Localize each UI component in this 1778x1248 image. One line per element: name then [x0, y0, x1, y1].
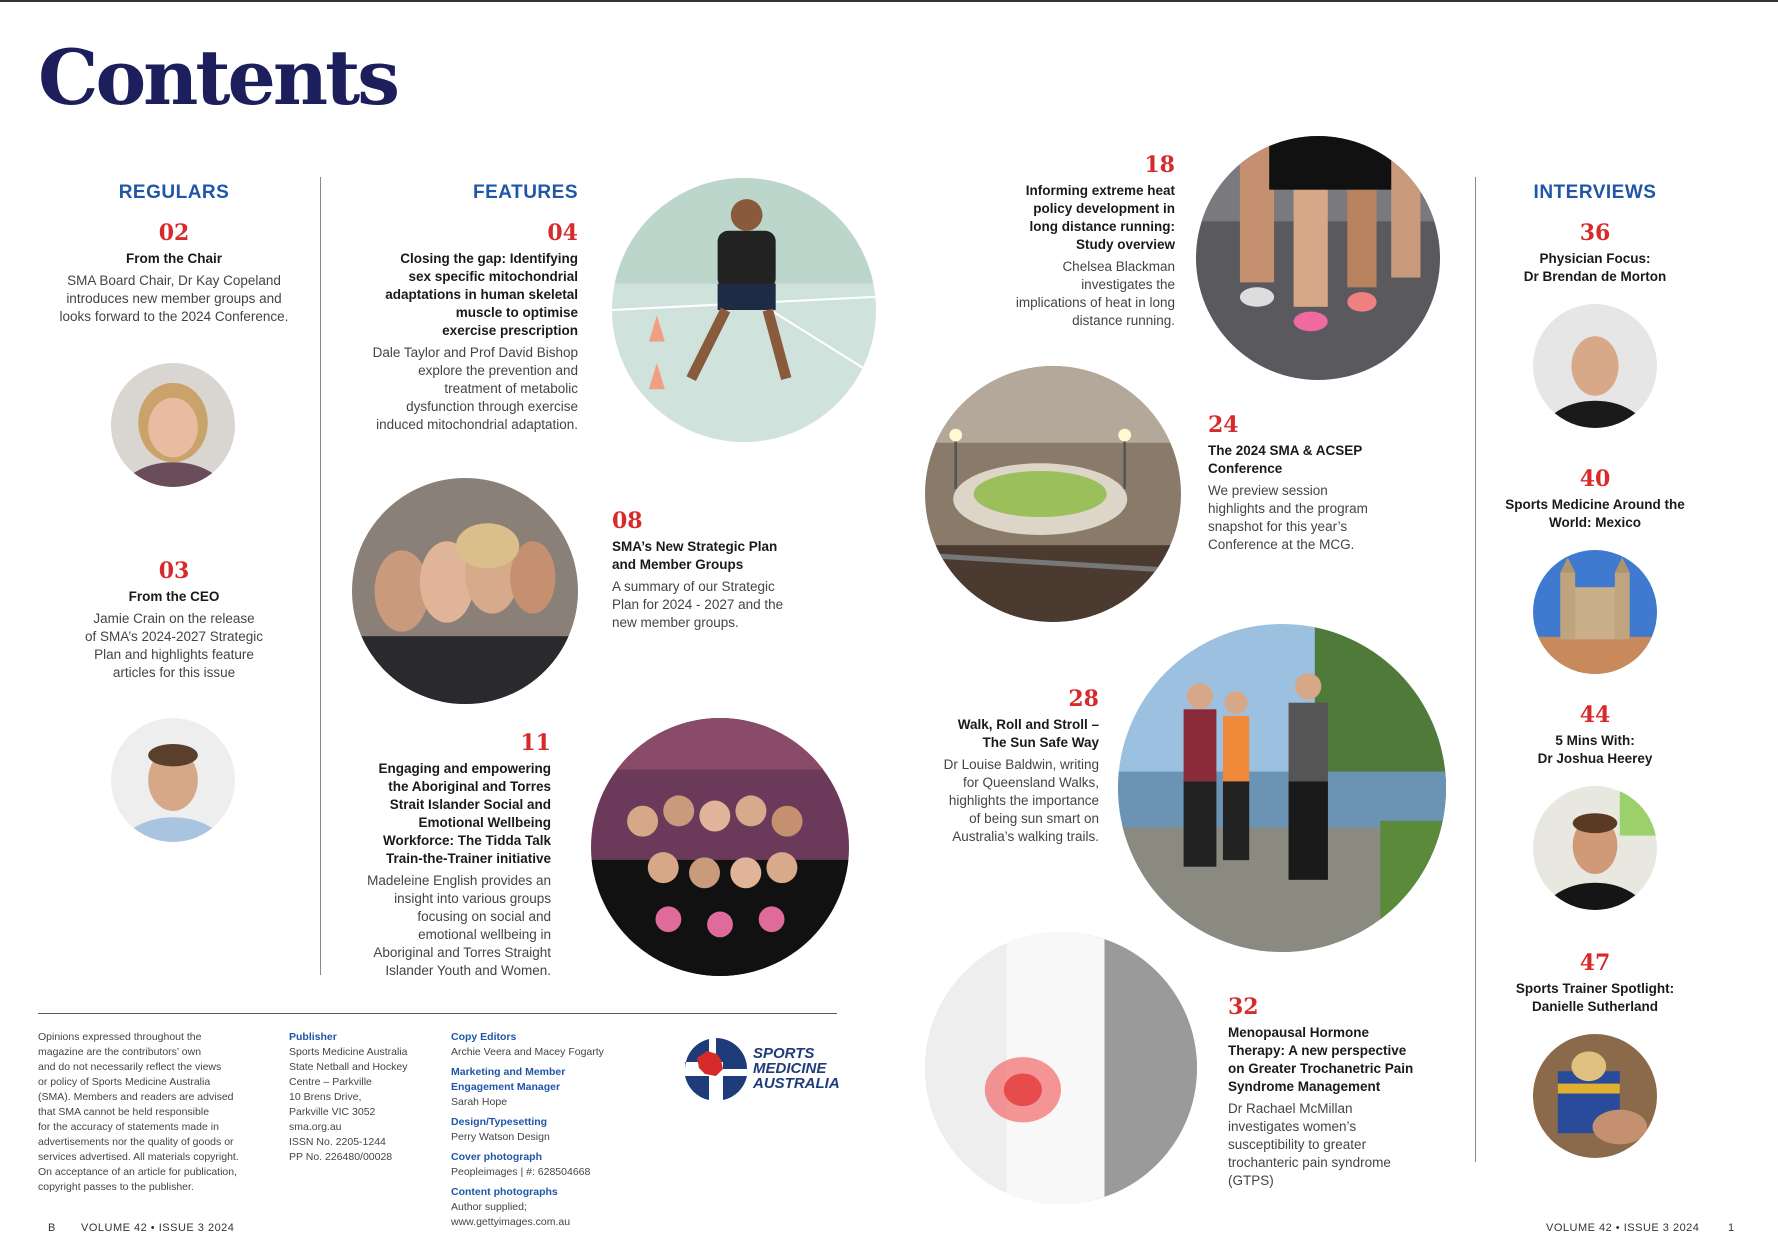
page-number: 44	[1579, 702, 1611, 728]
publisher-block: Publisher Sports Medicine Australia State Netball and Hockey Centre – Parkville 10 Brens Drive, Parkville VIC 3052 sma.org.au ISSN No. 2205-1244 PP No. 226480/00028	[289, 1030, 439, 1165]
item-title: Menopausal Hormone Therapy: A new perspective on Greater Trochanetric Pain Syndrome Management	[1228, 1025, 1414, 1094]
item-title: Informing extreme heat policy development in long distance running: Study overview	[1025, 183, 1175, 252]
page-number: 47	[1579, 950, 1611, 976]
page-number: 24	[1208, 412, 1239, 438]
interview-36-photo	[1533, 304, 1657, 428]
regular-item-02[interactable]	[40, 222, 308, 326]
item-title: From the CEO	[128, 589, 220, 604]
feature-11-photo	[591, 718, 849, 976]
issue-label-left: VOLUME 42 • ISSUE 3 2024	[81, 1222, 235, 1234]
item-title: The 2024 SMA & ACSEP Conference	[1208, 443, 1363, 476]
page-number: 32	[1228, 994, 1259, 1020]
column-divider-left	[320, 177, 321, 975]
item-summary: Dr Louise Baldwin, writing for Queensland Walks, highlights the importance of being sun smart on Australia’s walking trails.	[943, 757, 1099, 844]
regular-item-03[interactable]	[40, 560, 308, 682]
item-summary: A summary of our Strategic Plan for 2024 - 2027 and the new member groups.	[612, 579, 784, 630]
item-summary: Dr Rachael McMillan investigates women’s susceptibility to greater trochanteric pain syndrome (GTPS)	[1228, 1101, 1391, 1188]
section-heading-features: FEATURES	[473, 182, 578, 203]
item-title: Walk, Roll and Stroll – The Sun Safe Way	[957, 717, 1099, 750]
item-summary: SMA Board Chair, Dr Kay Copeland introduces new member groups and looks forward to the 2024 Conference.	[59, 273, 289, 324]
disclaimer: Opinions expressed throughout the magazine are the contributors’ own and do not necessarily reflect the views or policy of Sports Medicine Australia (SMA). Members and readers are advised that SMA cannot be held responsible for the accuracy of statements made in advertisements nor the quality of goods or services advertised. All materials copyright. On acceptance of an article for publication, copyright passes to the publisher.	[38, 1031, 239, 1193]
gettyimages-link[interactable]: www.gettyimages.com.au	[451, 1216, 571, 1228]
page-number: 03	[158, 558, 190, 584]
item-summary: Dale Taylor and Prof David Bishop explore the prevention and treatment of metabolic dysfunction through exercise induced mitochondrial adaptation.	[372, 345, 578, 432]
feature-32-photo	[925, 932, 1197, 1204]
item-title: Physician Focus: Dr Brendan de Morton	[1523, 251, 1667, 284]
credits-rule	[38, 1013, 837, 1014]
page-title: Contents	[38, 33, 398, 122]
website-link[interactable]: sma.org.au	[289, 1121, 342, 1133]
feature-item-08[interactable]	[612, 510, 852, 632]
feature-24-photo	[925, 366, 1181, 622]
interview-item-47[interactable]	[1485, 952, 1705, 1016]
feature-item-28[interactable]	[900, 688, 1099, 846]
item-title: Sports Trainer Spotlight: Danielle Sutherland	[1515, 981, 1675, 1014]
page-number-right: 1	[1728, 1222, 1735, 1234]
item-summary: We preview session highlights and the program snapshot for this year’s Conference at the MCG.	[1208, 483, 1368, 552]
feature-28-photo	[1118, 624, 1446, 952]
item-title: 5 Mins With: Dr Joshua Heerey	[1537, 733, 1653, 766]
page-number-left: B	[48, 1222, 56, 1234]
sma-logo: SPORTS MEDICINE AUSTRALIA	[683, 1036, 853, 1102]
feature-18-photo	[1196, 136, 1440, 380]
feature-08-photo	[352, 478, 578, 704]
item-summary: Chelsea Blackman investigates the implications of heat in long distance running.	[1015, 259, 1175, 328]
interview-item-36[interactable]	[1485, 222, 1705, 286]
credits-block: Copy Editors Archie Veera and Macey Fogarty Marketing and Member Engagement Manager Sarah Hope Design/Typesetting Perry Watson Design Cover photograph Peopleimages | #: 628504668 Content photographs Author supplied; www.gettyimages.com.au	[451, 1030, 651, 1230]
item-title: From the Chair	[125, 251, 222, 266]
page-number: 28	[1068, 686, 1099, 712]
feature-item-04[interactable]	[340, 222, 578, 434]
interview-item-44[interactable]	[1485, 704, 1705, 768]
column-divider-right	[1475, 177, 1476, 1162]
page-number: 04	[547, 220, 578, 246]
interview-44-photo	[1533, 786, 1657, 910]
interview-40-photo	[1533, 550, 1657, 674]
item-summary: Jamie Crain on the release of SMA’s 2024-2027 Strategic Plan and highlights feature articles for this issue	[84, 611, 264, 680]
page-number: 40	[1579, 466, 1611, 492]
page-number: 18	[1144, 152, 1175, 178]
portrait-ceo-photo	[111, 718, 235, 842]
page-number: 08	[612, 508, 643, 534]
item-title: Closing the gap: Identifying sex specific mitochondrial adaptations in human skeletal muscle to optimise exercise prescription	[385, 251, 578, 338]
feature-04-photo	[612, 178, 876, 442]
issue-label-right: VOLUME 42 • ISSUE 3 2024	[1546, 1222, 1700, 1234]
sma-cross-icon	[683, 1036, 749, 1102]
page-number: 11	[520, 730, 551, 756]
section-heading-interviews: INTERVIEWS	[1533, 182, 1657, 203]
item-title: Sports Medicine Around the World: Mexico	[1505, 497, 1685, 530]
feature-item-18[interactable]	[975, 154, 1175, 330]
feature-item-32[interactable]	[1228, 996, 1438, 1190]
item-summary: Madeleine English provides an insight into various groups focusing on social and emotional wellbeing in Aboriginal and Torres Straight Islander Youth and Women.	[367, 873, 551, 978]
item-title: Engaging and empowering the Aboriginal and Torres Strait Islander Social and Emotional Wellbeing Workforce: The Tidda Talk Train-the-Trainer initiative	[378, 761, 551, 866]
interview-item-40[interactable]	[1485, 468, 1705, 532]
section-heading-regulars: REGULARS	[118, 182, 230, 203]
feature-item-11[interactable]	[330, 732, 551, 980]
interview-47-photo	[1533, 1034, 1657, 1158]
page-number: 36	[1579, 220, 1611, 246]
item-title: SMA’s New Strategic Plan and Member Groups	[612, 539, 778, 572]
top-rule	[0, 0, 1778, 2]
page-number: 02	[158, 220, 190, 246]
feature-item-24[interactable]	[1208, 414, 1408, 554]
portrait-chair-photo	[111, 363, 235, 487]
